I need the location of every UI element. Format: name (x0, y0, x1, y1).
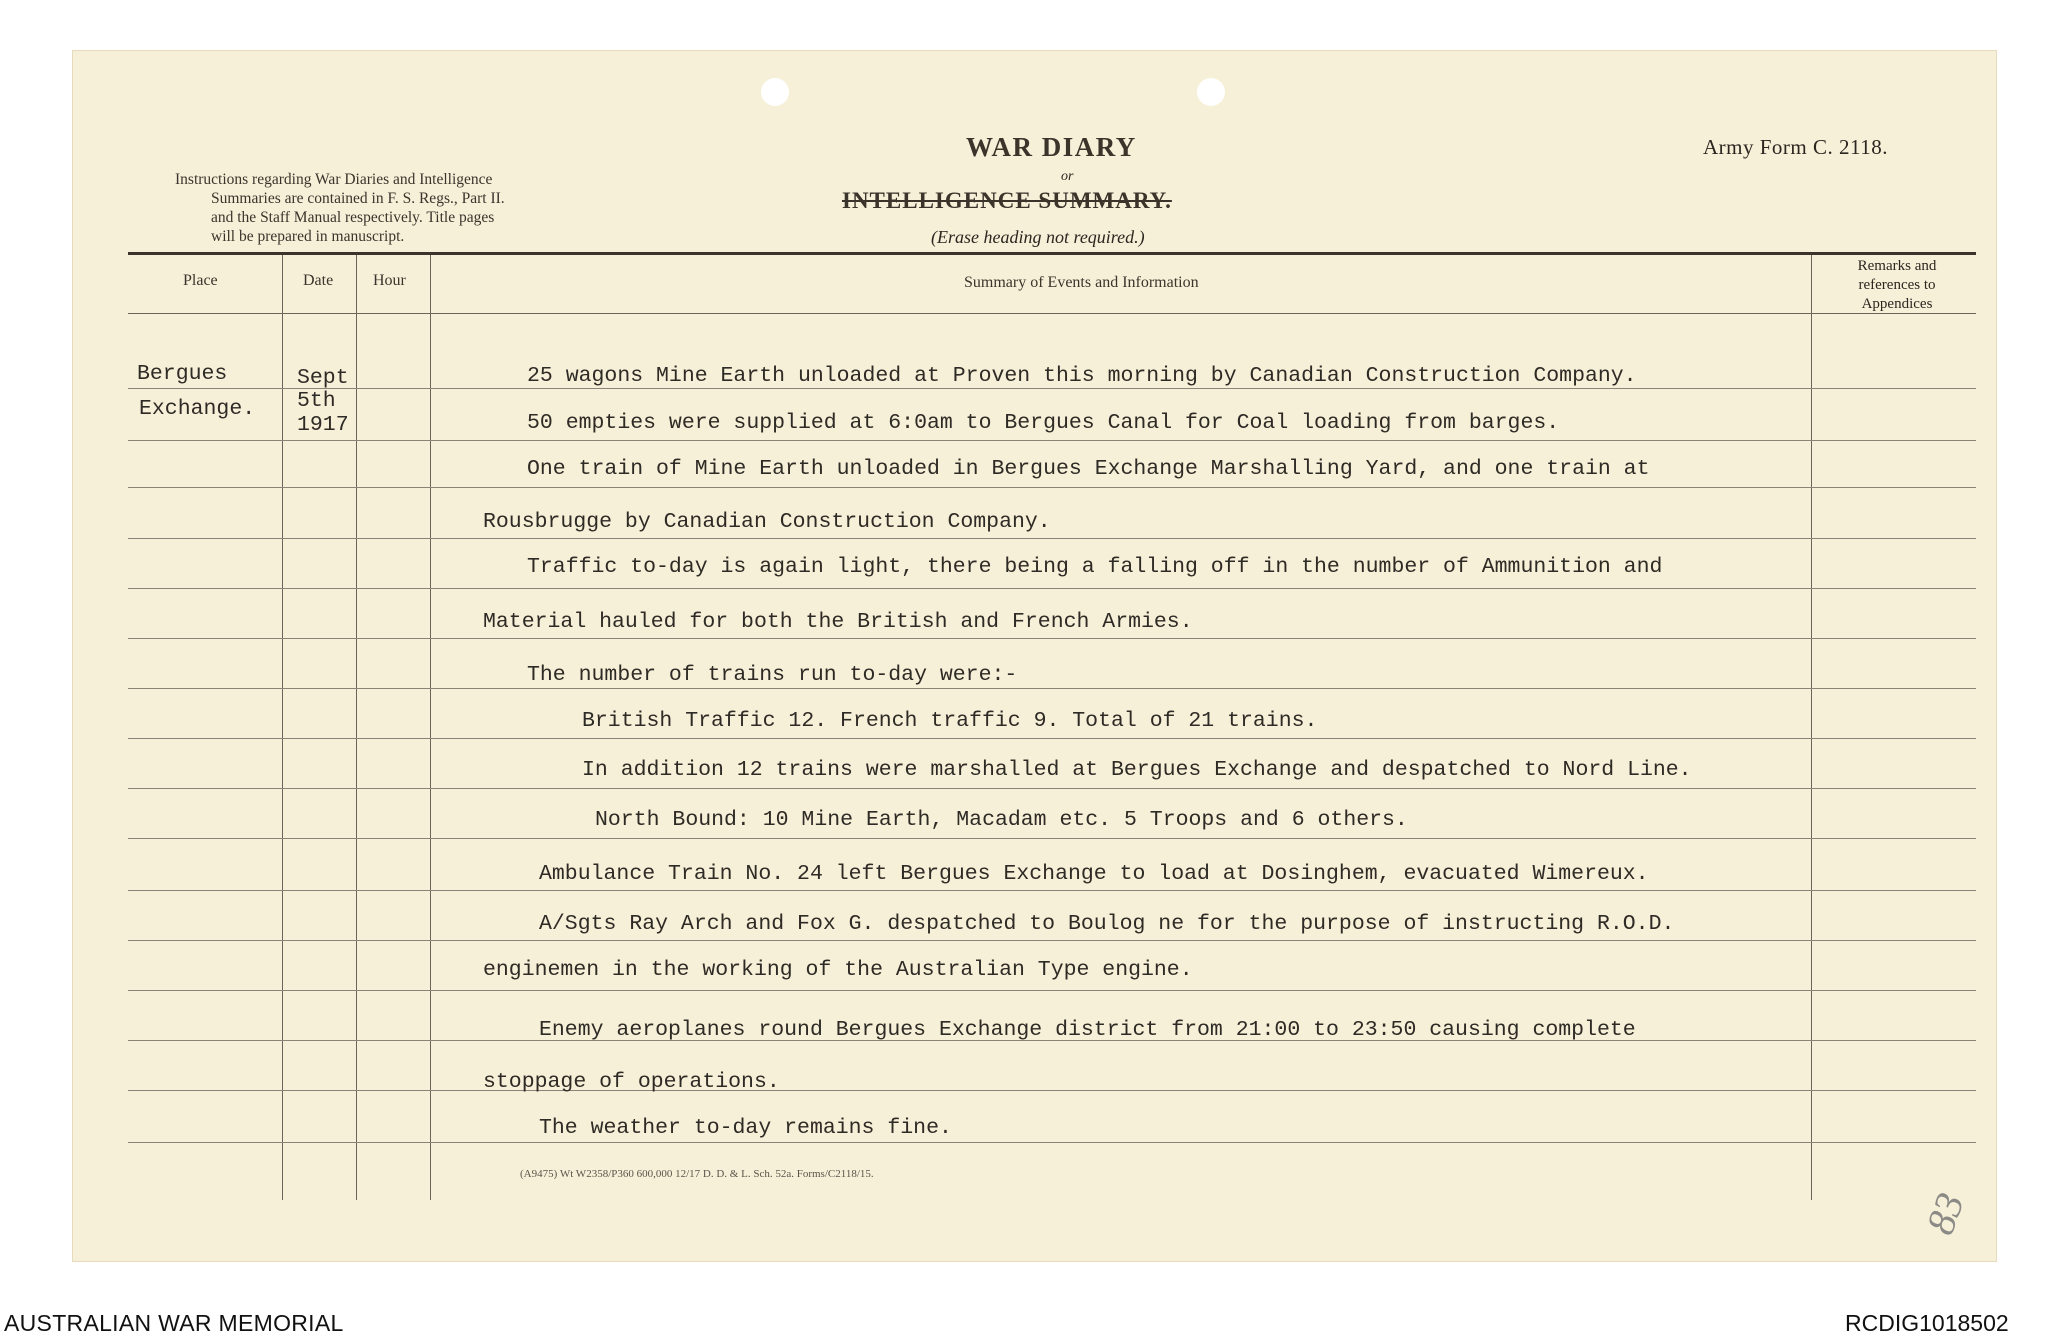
diary-entry: 50 empties were supplied at 6:0am to Bergues Canal for Coal loading from barges. (527, 411, 1560, 435)
instructions-line: and the Staff Manual respectively. Title pages (211, 209, 495, 226)
instructions-line: Instructions regarding War Diaries and Intelligence (175, 171, 493, 188)
column-header-remarks (1812, 257, 1982, 314)
date-line: 5th (297, 389, 336, 413)
place-line: Exchange. (139, 397, 256, 421)
diary-entry: In addition 12 trains were marshalled at Bergues Exchange and despatched to Nord Line. (582, 758, 1692, 782)
printer-imprint: (A9475) Wt W2358/P360 600,000 12/17 D. D. & L. Sch. 52a. Forms/C2118/15. (520, 1168, 874, 1180)
row-rule (128, 940, 1976, 941)
archive-name: AUSTRALIAN WAR MEMORIAL (4, 1310, 344, 1336)
title-or: or (1061, 169, 1074, 184)
punch-hole (761, 78, 789, 106)
row-rule (128, 1142, 1976, 1143)
diary-entry: Ambulance Train No. 24 left Bergues Exchange to load at Dosinghem, evacuated Wimereux. (539, 862, 1649, 886)
diary-entry: A/Sgts Ray Arch and Fox G. despatched to Boulog ne for the purpose of instructing R.O.D. (539, 912, 1675, 936)
row-rule (128, 538, 1976, 539)
page-subtitle: INTELLIGENCE SUMMARY. (842, 188, 1172, 213)
diary-entry: One train of Mine Earth unloaded in Bergues Exchange Marshalling Yard, and one train at (527, 457, 1650, 481)
column-header-place: Place (183, 272, 218, 289)
row-rule (128, 388, 1976, 389)
column-divider (356, 255, 357, 1200)
column-divider (430, 255, 431, 1200)
pencil-folio-number: 83 (1917, 1187, 1973, 1240)
remarks-header-line: references to (1858, 277, 1936, 293)
page-title: WAR DIARY (966, 132, 1137, 162)
row-rule (128, 1090, 1976, 1091)
column-divider (1811, 255, 1812, 1200)
erase-note: (Erase heading not required.) (931, 227, 1145, 247)
header-rule (128, 252, 1976, 255)
diary-entry: 25 wagons Mine Earth unloaded at Proven this morning by Canadian Construction Company. (527, 364, 1637, 388)
place-line: Bergues (137, 362, 228, 386)
archive-id: RCDIG1018502 (1845, 1310, 2009, 1336)
row-rule (128, 688, 1976, 689)
row-rule (128, 638, 1976, 639)
diary-entry: Material hauled for both the British and French Armies. (483, 610, 1193, 634)
diary-entry: Enemy aeroplanes round Bergues Exchange district from 21:00 to 23:50 causing complete (539, 1018, 1636, 1042)
row-rule (128, 487, 1976, 488)
diary-entry: The weather to-day remains fine. (539, 1116, 952, 1140)
column-divider (282, 255, 283, 1200)
remarks-header-line: Appendices (1861, 296, 1933, 312)
diary-entry: British Traffic 12. French traffic 9. Total of 21 trains. (582, 709, 1318, 733)
row-rule (128, 440, 1976, 441)
date-line: 1917 (297, 413, 349, 437)
diary-entry: Rousbrugge by Canadian Construction Company. (483, 510, 1051, 534)
column-header-rule (128, 313, 1976, 314)
diary-entry: The number of trains run to-day were:- (527, 663, 1018, 687)
row-rule (128, 788, 1976, 789)
row-rule (128, 738, 1976, 739)
instructions-line: will be prepared in manuscript. (211, 228, 405, 245)
column-header-date: Date (303, 272, 334, 289)
instructions-line: Summaries are contained in F. S. Regs., Part II. (211, 190, 505, 207)
row-rule (128, 990, 1976, 991)
row-rule (128, 588, 1976, 589)
diary-entry: North Bound: 10 Mine Earth, Macadam etc. 5 Troops and 6 others. (595, 808, 1408, 832)
column-header-summary: Summary of Events and Information (964, 274, 1199, 291)
row-rule (128, 838, 1976, 839)
diary-entry: Traffic to-day is again light, there being a falling off in the number of Ammunition and (527, 555, 1663, 579)
punch-hole (1197, 78, 1225, 106)
diary-entry: enginemen in the working of the Australian Type engine. (483, 958, 1193, 982)
form-number: Army Form C. 2118. (1703, 135, 1888, 159)
top-margin (0, 0, 2048, 50)
date-line: Sept (297, 366, 349, 390)
column-header-hour: Hour (373, 272, 406, 289)
instructions-note (175, 170, 615, 246)
row-rule (128, 890, 1976, 891)
remarks-header-line: Remarks and (1857, 258, 1937, 274)
diary-entry: stoppage of operations. (483, 1070, 780, 1094)
